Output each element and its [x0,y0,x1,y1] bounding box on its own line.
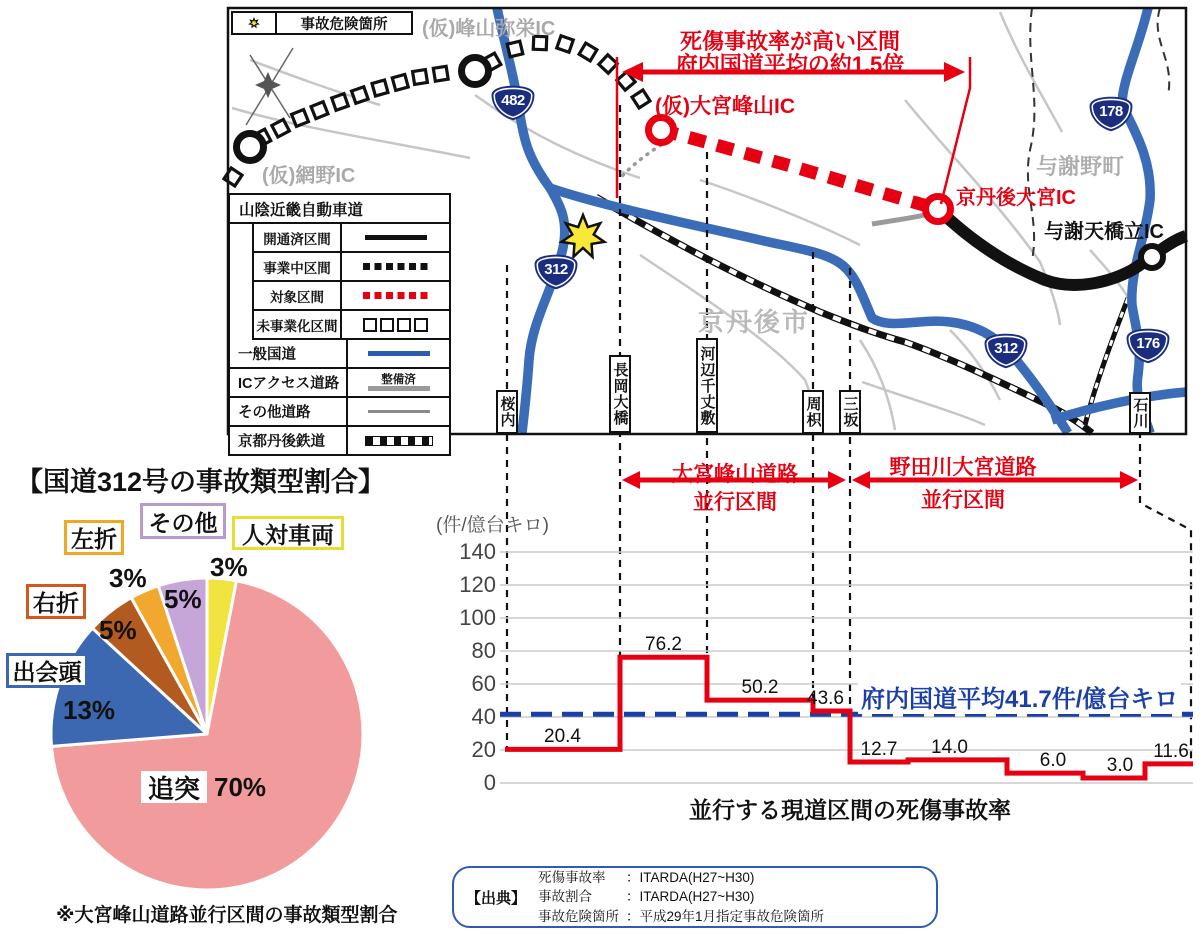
legend-label-opened: 開通済区間 [263,231,331,247]
source-row-2 [538,887,824,906]
y-axis-tick: 140 [459,539,496,564]
ic-label-omiya-mineyama: (仮)大宮峰山IC [655,95,795,118]
legend-symbol-opened [365,235,427,240]
high-accident-text-line2: 府内国道平均の約1.5倍 [675,52,905,77]
legend-label-other-roads: その他道路 [238,405,311,421]
legend-symbol-national-road [368,351,430,356]
station-box-sakurauchi: 桜内 [496,390,518,434]
ic-label-amino: (仮)網野IC [262,165,356,187]
legend-label-underway: 事業中区間 [263,260,331,276]
legend-symbol-unstarted [363,318,428,332]
y-axis-tick: 40 [471,704,496,729]
legend-note-maintained: 整備済 [381,374,416,387]
source-row-1 [538,868,824,887]
pie-label-box-deaigashira: 出会頭 [6,653,88,688]
station-box-suki: 周枳 [802,390,824,434]
chart-value-label: 6.0 [1039,750,1067,772]
source-sep-2: ： [626,889,640,905]
route-shield-178-number: 178 [1099,103,1123,120]
legend-label-target: 対象区間 [270,289,324,305]
source-sep-3: ： [626,908,640,924]
chart-value-label: 50.2 [741,677,779,699]
ic-label-yosa-amanohashidate: 与謝天橋立IC [1044,221,1164,243]
section-arrow2-line1: 野田川大宮道路 [889,456,1037,479]
chart-value-label: 14.0 [931,736,968,758]
route-shield-176-number: 176 [1136,335,1160,352]
pie-pct-sasetsu: 3% [109,563,147,593]
source-value-2: ITARDA(H27~H30) [639,889,755,905]
section-arrow1-line2: 並行区間 [693,491,777,514]
route-shield-178 [1088,96,1134,132]
legend-symbol-underway [363,263,429,270]
station-box-misaka: 三坂 [839,390,861,434]
station-box-kawabe-senjoshiki: 河辺千丈敷 [696,338,718,433]
pie-pct-sonota: 5% [164,584,202,614]
pie-chart [51,578,363,890]
chart-unit-label: (件/億台キロ) [436,515,549,536]
reference-line-label: 府内国道平均41.7件/億台キロ [858,679,1181,714]
chart-value-label: 20.4 [544,726,581,748]
source-value-3: 平成29年1月指定事故危険箇所 [639,908,825,924]
pie-title: 【国道312号の事故類型割合】 [16,467,386,497]
route-shield-482 [490,85,536,121]
ic-label-mineyama-yasaka: (仮)峰山弥栄IC [422,18,556,40]
chart-value-label: 12.7 [860,739,898,761]
chart-value-label: 11.6 [1153,740,1189,762]
city-label-yosano: 与謝野町 [1036,154,1125,179]
source-sep-1: ： [626,870,640,886]
source-rows [538,868,824,925]
station-box-ishikawa: 石川 [1129,392,1151,434]
pie-pct-usetsu: 5% [99,615,137,645]
legend-title: 山陰近畿自動車道 [230,195,449,224]
source-box [452,866,938,928]
legend-symbol-target [363,292,429,299]
section-arrow2-line2: 並行区間 [921,489,1005,512]
y-axis-tick: 100 [459,605,496,630]
route-shield-312-east [983,333,1029,369]
y-axis-tick: 60 [471,671,496,696]
hazard-star-cell [233,13,277,33]
source-value-1: ITARDA(H27~H30) [639,870,755,886]
pie-label-box-sonota: その他 [140,503,226,539]
y-axis-tick: 80 [471,638,496,663]
route-shield-312-west [533,254,579,290]
route-shield-482-number: 482 [501,92,525,109]
pie-pct-hito-tai-sharyo: 3% [210,552,248,582]
route-shield-312-west-number: 312 [544,261,568,278]
legend-symbol-railway [365,436,433,446]
source-term-2: 事故割合 [538,889,592,905]
pie-label-box-tsuitotsu: 追突 [141,771,207,803]
route-shield-312-east-number: 312 [994,340,1018,357]
pie-label-box-hito-tai-sharyo: 人対車両 [232,516,344,550]
y-axis-tick: 0 [483,770,496,795]
high-accident-text-line1: 死傷事故率が高い区間 [679,29,900,54]
city-label-kyotango: 京丹後市 [698,307,811,337]
chart-title: 並行する現道区間の死傷事故率 [689,797,1011,823]
route-shield-176 [1125,328,1171,364]
ic-label-kyotango-omiya: 京丹後大宮IC [956,187,1076,209]
map-legend [228,193,451,456]
pie-pct-tsuitotsu: 70% [214,772,267,802]
pie-label-box-usetsu: 右折 [26,584,86,619]
source-term-3: 事故危険箇所 [538,908,619,924]
chart-value-label: 3.0 [1106,755,1134,777]
legend-symbol-other-roads [368,410,430,413]
legend-label-national-road: 一般国道 [238,347,296,363]
section-arrow1-line1: 大宮峰山道路 [672,463,798,486]
hazard-legend-label: 事故危険箇所 [300,16,388,33]
pie-pct-deaigashira: 13% [63,695,116,725]
y-axis-tick: 120 [459,572,496,597]
hazard-legend [231,11,413,35]
y-axis-tick: 20 [471,737,496,762]
chart-value-label: 43.6 [807,688,844,710]
legend-label-railway: 京都丹後鉄道 [238,434,325,450]
legend-label-unstarted: 未事業化区間 [256,318,338,334]
station-box-nagaoka-ohashi: 長岡大橋 [609,355,631,433]
pie-label-box-sasetsu: 左折 [64,520,124,555]
source-tag: 【出典】 [466,889,527,907]
chart-value-label: 76.2 [645,634,682,656]
source-row-3 [538,907,824,926]
legend-symbol-ic-access [368,386,430,391]
source-term-1: 死傷事故率 [538,870,606,886]
pie-footnote: ※大宮峰山道路並行区間の事故類型割合 [56,905,398,926]
hazard-star-small-icon [244,13,264,33]
legend-label-ic-access: ICアクセス道路 [238,376,340,392]
